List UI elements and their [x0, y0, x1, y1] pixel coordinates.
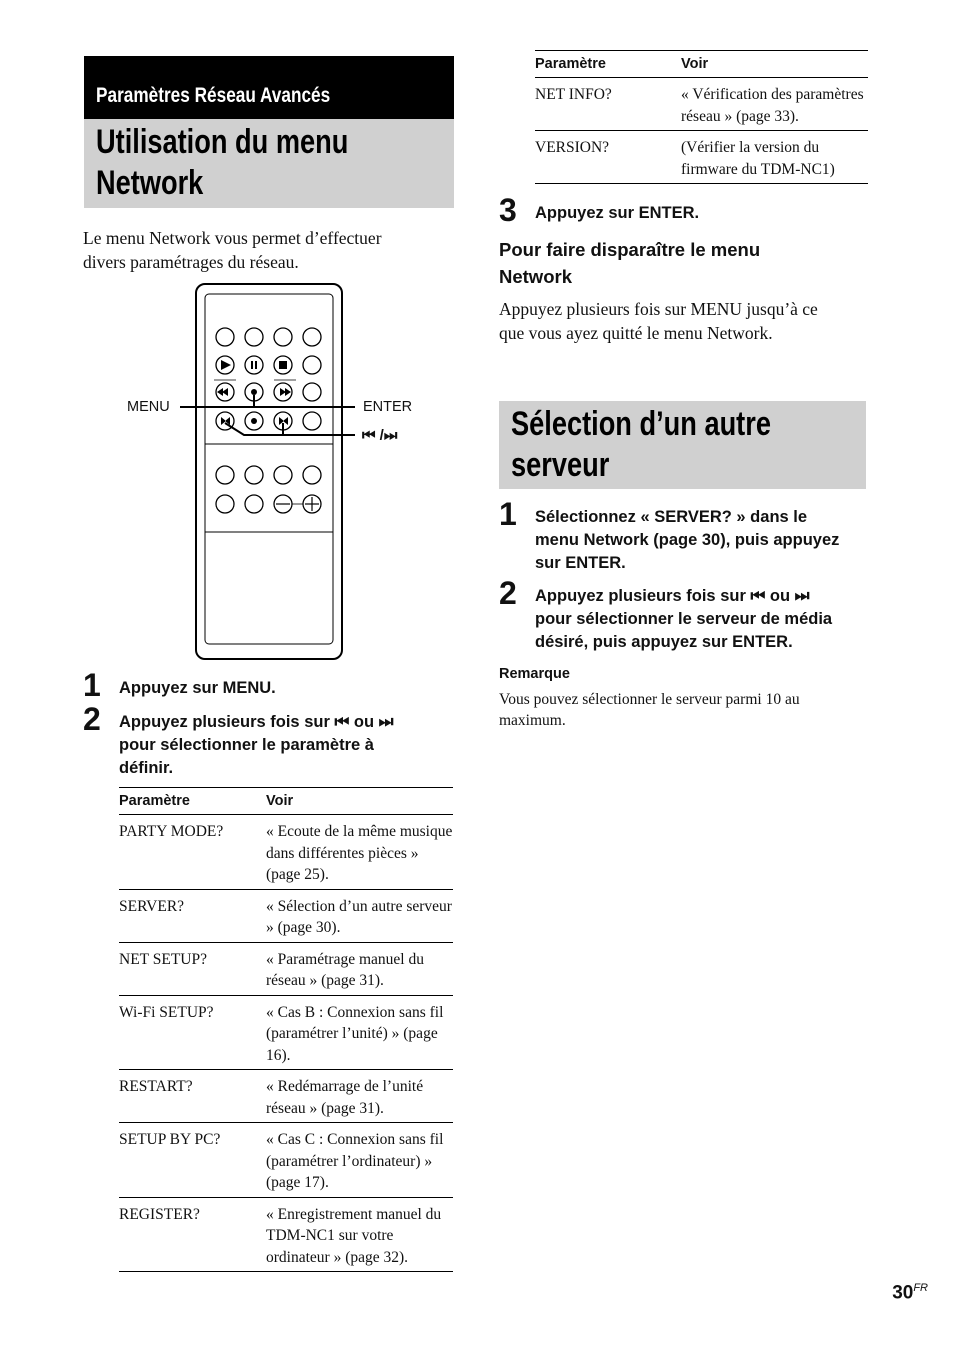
intro-text: Le menu Network vous permet d’effectuer divers paramétrages du réseau. [83, 228, 382, 272]
remote-control-illustration [110, 278, 460, 668]
column-header: Paramètre [119, 793, 190, 809]
table-row: Wi-Fi SETUP? « Cas B : Connexion sans fil (paramétrer l’unité) » (page 16). [119, 995, 453, 1070]
subheading: Pour faire disparaître le menu Network [499, 239, 761, 287]
step-text: Appuyez sur ENTER. [535, 204, 700, 222]
parameter-table [119, 787, 453, 1272]
subheading-body: Appuyez plusieurs fois sur MENU jusqu’à ce que vous ayez quitté le menu Network. [499, 299, 818, 343]
step-number: 3 [499, 192, 517, 228]
table-row: VERSION? (Vérifier la version du firmware du TDM-NC1) [535, 131, 868, 184]
skip-buttons-label: ⏮ /⏭ [362, 427, 398, 444]
step-text: Sélectionnez « SERVER? » dans le menu Network (page 30), puis appuyez sur ENTER. [535, 508, 840, 572]
step-number: 2 [83, 701, 101, 737]
menu-button-label: MENU [127, 399, 170, 415]
parameter-table-continued [535, 50, 868, 184]
page-number: $30^{FR}$ [892, 1282, 928, 1304]
table-header-row [535, 51, 868, 78]
step-text: Appuyez sur MENU. [119, 679, 276, 697]
section-title: Paramètres Réseau Avancés [96, 84, 331, 107]
remark-label: Remarque [499, 666, 570, 682]
remark-text: Vous pouvez sélectionner le serveur parmi 10 au maximum. [499, 691, 800, 729]
table-row: REGISTER? « Enregistrement manuel du TDM-NC1 sur votre ordinateur » (page 32). [119, 1197, 453, 1272]
section-heading: Sélection d’un autre serveur [511, 405, 771, 484]
table-row: SETUP BY PC? « Cas C : Connexion sans fil (paramétrer l’ordinateur) » (page 17). [119, 1123, 453, 1198]
table-row: NET SETUP? « Paramétrage manuel du réseau » (page 31). [119, 942, 453, 995]
table-row: NET INFO? « Vérification des paramètres réseau » (page 33). [535, 78, 868, 131]
column-header: Voir [266, 793, 294, 809]
step-number: 1 [83, 667, 101, 703]
column-header: Voir [681, 56, 709, 72]
table-row: SERVER? « Sélection d’un autre serveur » (page 30). [119, 889, 453, 942]
step-text: Appuyez plusieurs fois sur ⏮ ou ⏭ pour sélectionner le paramètre à définir. [119, 713, 394, 777]
column-header: Paramètre [535, 56, 606, 72]
table-row: PARTY MODE? « Ecoute de la même musique dans différentes pièces » (page 25). [119, 815, 453, 890]
step-number: 2 [499, 575, 517, 611]
page-title: Utilisation du menu Network [96, 123, 349, 202]
table-row: RESTART? « Redémarrage de l’unité réseau » (page 31). [119, 1070, 453, 1123]
table-header-row [119, 788, 453, 815]
step-text: Appuyez plusieurs fois sur ⏮ ou ⏭ pour sélectionner le serveur de média désiré, puis appuyez sur ENTER. [535, 587, 833, 651]
enter-button-label: ENTER [363, 399, 413, 415]
step-number: 1 [499, 496, 517, 532]
